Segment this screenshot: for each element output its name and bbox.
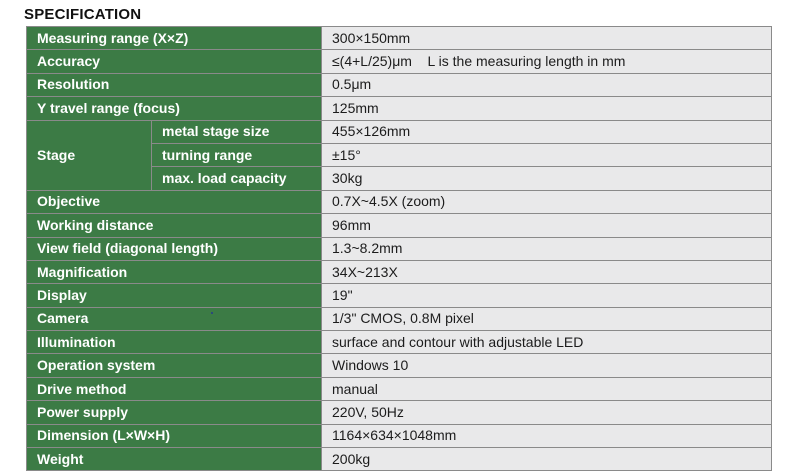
spec-value: 300×150mm: [322, 27, 772, 50]
spec-value: 220V, 50Hz: [322, 401, 772, 424]
spec-sublabel: metal stage size: [152, 120, 322, 143]
spec-label: Weight: [27, 448, 322, 471]
table-row: [27, 97, 772, 120]
specification-table: [26, 26, 772, 471]
spec-label: Display: [27, 284, 322, 307]
spec-label: Y travel range (focus): [27, 97, 322, 120]
spec-value: ±15°: [322, 143, 772, 166]
table-row: [27, 214, 772, 237]
spec-label: Drive method: [27, 377, 322, 400]
table-row: [27, 50, 772, 73]
spec-label: Objective: [27, 190, 322, 213]
spec-value: 1/3" CMOS, 0.8M pixel: [322, 307, 772, 330]
spec-value: surface and contour with adjustable LED: [322, 331, 772, 354]
table-row: [27, 307, 772, 330]
spec-label: Working distance: [27, 214, 322, 237]
table-row: [27, 73, 772, 96]
spec-value: 0.5μm: [322, 73, 772, 96]
spec-label: Illumination: [27, 331, 322, 354]
spec-value: 96mm: [322, 214, 772, 237]
spec-value: 34X~213X: [322, 260, 772, 283]
table-row: [27, 284, 772, 307]
table-row: [27, 120, 772, 143]
table-row: [27, 354, 772, 377]
spec-value: 455×126mm: [322, 120, 772, 143]
table-row: [27, 237, 772, 260]
table-row: [27, 331, 772, 354]
table-row: [27, 377, 772, 400]
spec-sublabel: max. load capacity: [152, 167, 322, 190]
table-row: [27, 190, 772, 213]
spec-sublabel: turning range: [152, 143, 322, 166]
spec-value: 30kg: [322, 167, 772, 190]
spec-label: Resolution: [27, 73, 322, 96]
spec-value: 0.7X~4.5X (zoom): [322, 190, 772, 213]
spec-label: Operation system: [27, 354, 322, 377]
spec-value: 1164×634×1048mm: [322, 424, 772, 447]
spec-value: ≤(4+L/25)μm L is the measuring length in mm: [322, 50, 772, 73]
stray-dot: [211, 312, 213, 314]
table-row: [27, 27, 772, 50]
spec-value: 125mm: [322, 97, 772, 120]
spec-label: Magnification: [27, 260, 322, 283]
spec-label: View field (diagonal length): [27, 237, 322, 260]
table-row: [27, 401, 772, 424]
spec-value: Windows 10: [322, 354, 772, 377]
spec-label: Camera: [27, 307, 322, 330]
spec-value: 200kg: [322, 448, 772, 471]
table-row: [27, 424, 772, 447]
stage-group-label: Stage: [27, 120, 152, 190]
spec-value: 1.3~8.2mm: [322, 237, 772, 260]
section-title: SPECIFICATION: [24, 6, 142, 23]
spec-value: manual: [322, 377, 772, 400]
spec-label: Measuring range (X×Z): [27, 27, 322, 50]
spec-value: 19": [322, 284, 772, 307]
spec-label: Dimension (L×W×H): [27, 424, 322, 447]
spec-label: Accuracy: [27, 50, 322, 73]
table-row: [27, 448, 772, 471]
table-row: [27, 260, 772, 283]
spec-label: Power supply: [27, 401, 322, 424]
